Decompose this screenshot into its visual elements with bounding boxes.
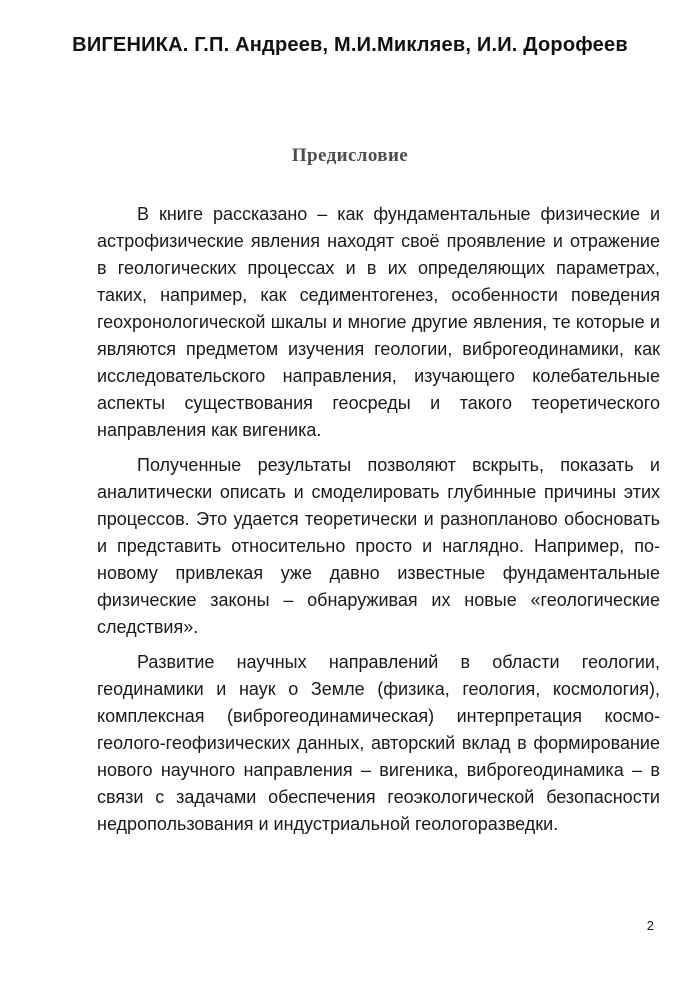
paragraph: Полученные результаты позволяют вскрыть, показать и аналитически описать и смоделировать глубинные причины этих процессов. Это удается теоретически и разнопланово обосновать и представить относительно просто и наглядно. Например, по-новому привлекая уже давно известные фундаментальные физические законы – обнаруживая их новые «геологические следствия». — [97, 455, 660, 637]
document-header-title: ВИГЕНИКА. Г.П. Андреев, М.И.Микляев, И.И. Дорофеев — [72, 34, 628, 56]
page-number: 2 — [646, 918, 654, 933]
paragraph: Развитие научных направлений в области геологии, геодинамики и наук о Земле (физика, геология, космология), комплексная (виброгеодинамическая) интерпретация космо-геолого-геофизических данных, авторский вклад в формирование нового научного направления – вигеника, виброгеодинамика – в связи с задачами обеспечения геоэкологической безопасности недропользования и индустриальной геологоразведки. — [97, 652, 660, 834]
document-body — [97, 201, 660, 838]
paragraph: В книге рассказано – как фундаментальные физические и астрофизические явления находят своё проявление и отражение в геологических процессах и в их определяющих параметрах, таких, например, как седиментогенез, особенности поведения геохронологической шкалы и многие другие явления, те которые и являются предметом изучения геологии, виброгеодинамики, как исследовательского направления, изучающего колебательные аспекты существования геосреды и такого теоретического направления как вигеника. — [97, 204, 660, 440]
section-title-preface: Предисловие — [291, 145, 409, 166]
